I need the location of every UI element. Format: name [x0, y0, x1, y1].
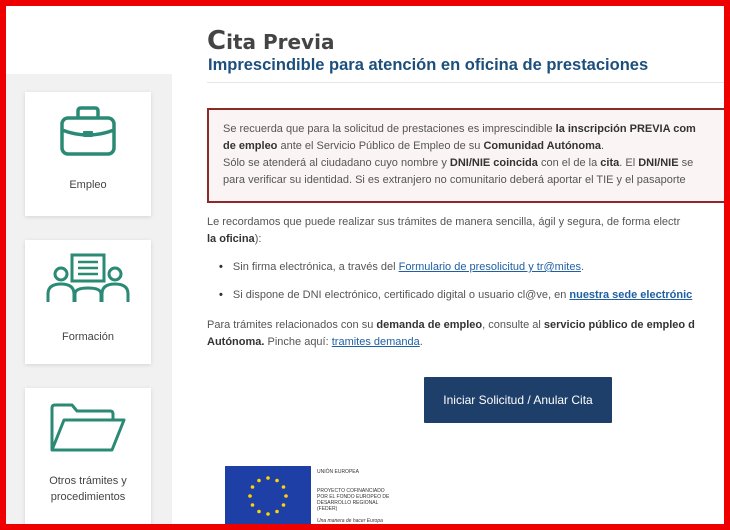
divider — [207, 82, 730, 83]
sidebar-card-formacion[interactable] — [25, 240, 151, 364]
eu-text-union: UNIÓN EUROPEA — [317, 469, 359, 475]
briefcase-icon — [56, 104, 120, 163]
sidebar-card-empleo[interactable] — [25, 92, 151, 216]
sede-electronica-link[interactable]: nuestra sede electrónic — [569, 289, 693, 301]
eu-text-l4: DESARROLLO REGIONAL — [317, 500, 379, 506]
notice-line-3: Sólo se atenderá al ciudadano cuyo nombre y DNI/NIE coincida con el de la cita. El DNI/NIE se — [223, 157, 694, 169]
page-title: Cita Previa — [207, 26, 335, 56]
sidebar-card-label-line1: Otros trámites y — [49, 475, 127, 487]
eu-text-l3: POR EL FONDO EUROPEO DE — [317, 494, 390, 500]
list-item: • Si dispone de DNI electrónico, certificado digital o usuario cl@ve, en nuestra sede electrónic — [219, 289, 692, 301]
page-subtitle: Imprescindible para atención en oficina de prestaciones — [208, 56, 649, 74]
eu-text-l2: PROYECTO COFINANCIADO — [317, 488, 385, 494]
start-request-button[interactable]: Iniciar Solicitud / Anular Cita — [424, 377, 612, 423]
sidebar-card-label: Empleo — [69, 179, 107, 191]
sidebar-card-label: Formación — [62, 331, 114, 343]
main-content — [207, 0, 730, 530]
demand-text: Para trámites relacionados con su demanda de empleo, consulte al servicio público de empleo d Autónoma. Pinche aquí: tramites demanda. — [207, 319, 695, 348]
sidebar — [6, 74, 172, 530]
notice-box — [207, 108, 730, 203]
eu-feder-logo — [225, 466, 405, 530]
intro-text: Le recordamos que puede realizar sus trámites de manera sencilla, ágil y segura, de forma electr la oficina): — [207, 216, 681, 245]
notice-line-1: Se recuerda que para la solicitud de prestaciones es imprescindible la inscripción PREVIA com — [223, 123, 696, 135]
training-people-icon — [45, 252, 131, 311]
sidebar-card-otros-tramites[interactable] — [25, 388, 151, 530]
eu-flag-icon — [225, 466, 311, 526]
folder-icon — [48, 402, 128, 459]
eu-text-motto: Una manera de hacer Europa — [317, 518, 383, 524]
notice-line-2: de empleo ante el Servicio Público de Empleo de su Comunidad Autónoma. — [223, 140, 605, 152]
tramites-demanda-link[interactable]: tramites demanda — [331, 336, 420, 348]
sidebar-card-label-line2: procedimientos — [50, 491, 126, 503]
list-item: • Sin firma electrónica, a través del Formulario de presolicitud y tr@mites. — [219, 261, 584, 273]
presolicitud-form-link[interactable]: Formulario de presolicitud y tr@mites — [398, 261, 581, 273]
eu-text-l5: (FEDER) — [317, 506, 338, 512]
notice-line-4: para verificar su identidad. Si es extranjero no comunitario deberá aportar el TIE y el pasaporte — [223, 174, 686, 186]
